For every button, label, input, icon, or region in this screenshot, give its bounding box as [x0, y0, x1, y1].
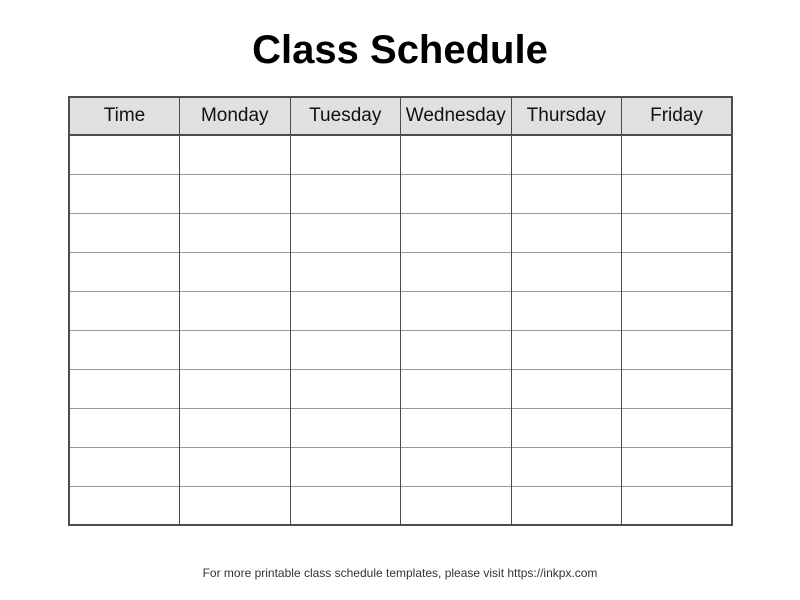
table-row [69, 252, 732, 291]
schedule-cell [401, 330, 512, 369]
schedule-cell [401, 447, 512, 486]
table-row [69, 447, 732, 486]
schedule-cell [290, 174, 401, 213]
schedule-cell [622, 291, 733, 330]
table-row [69, 486, 732, 525]
schedule-cell [511, 447, 622, 486]
footer-note: For more printable class schedule templates, please visit https://inkpx.com [202, 566, 598, 580]
schedule-cell [401, 291, 512, 330]
schedule-cell [511, 369, 622, 408]
schedule-cell [511, 135, 622, 174]
schedule-cell [180, 174, 291, 213]
column-header-monday: Monday [180, 97, 291, 135]
schedule-cell [622, 135, 733, 174]
schedule-cell [290, 486, 401, 525]
table-row [69, 291, 732, 330]
schedule-cell [622, 252, 733, 291]
schedule-cell [511, 486, 622, 525]
schedule-cell [290, 369, 401, 408]
schedule-cell [180, 213, 291, 252]
schedule-cell [290, 330, 401, 369]
schedule-cell [511, 252, 622, 291]
schedule-cell [180, 369, 291, 408]
schedule-cell [622, 330, 733, 369]
schedule-cell [290, 135, 401, 174]
schedule-cell [180, 291, 291, 330]
schedule-cell [290, 291, 401, 330]
schedule-header [69, 97, 732, 135]
table-row [69, 174, 732, 213]
schedule-cell [180, 330, 291, 369]
schedule-cell [511, 213, 622, 252]
schedule-cell [401, 252, 512, 291]
schedule-cell [69, 135, 180, 174]
schedule-table-container [68, 96, 733, 526]
schedule-cell [69, 213, 180, 252]
schedule-cell [401, 213, 512, 252]
schedule-cell [511, 408, 622, 447]
column-header-friday: Friday [622, 97, 733, 135]
schedule-cell [622, 174, 733, 213]
schedule-cell [180, 135, 291, 174]
table-row [69, 135, 732, 174]
page-title: Class Schedule [252, 28, 548, 72]
schedule-cell [69, 252, 180, 291]
table-row [69, 330, 732, 369]
schedule-cell [622, 408, 733, 447]
table-row [69, 369, 732, 408]
schedule-body [69, 135, 732, 525]
column-header-time: Time [69, 97, 180, 135]
schedule-cell [511, 330, 622, 369]
schedule-cell [290, 213, 401, 252]
schedule-cell [69, 408, 180, 447]
schedule-cell [180, 447, 291, 486]
schedule-cell [290, 447, 401, 486]
table-row [69, 213, 732, 252]
schedule-cell [511, 291, 622, 330]
table-row [69, 408, 732, 447]
schedule-cell [622, 369, 733, 408]
schedule-cell [401, 408, 512, 447]
schedule-cell [69, 447, 180, 486]
schedule-cell [401, 135, 512, 174]
schedule-cell [511, 174, 622, 213]
schedule-cell [290, 252, 401, 291]
column-header-thursday: Thursday [511, 97, 622, 135]
header-row [69, 97, 732, 135]
schedule-cell [622, 486, 733, 525]
schedule-cell [401, 486, 512, 525]
column-header-wednesday: Wednesday [401, 97, 512, 135]
schedule-cell [69, 174, 180, 213]
schedule-cell [180, 408, 291, 447]
schedule-cell [180, 486, 291, 525]
schedule-cell [290, 408, 401, 447]
schedule-cell [69, 330, 180, 369]
schedule-cell [622, 213, 733, 252]
schedule-cell [401, 369, 512, 408]
schedule-cell [622, 447, 733, 486]
schedule-cell [69, 486, 180, 525]
schedule-table [68, 96, 733, 526]
column-header-tuesday: Tuesday [290, 97, 401, 135]
schedule-cell [69, 291, 180, 330]
schedule-cell [69, 369, 180, 408]
schedule-cell [180, 252, 291, 291]
schedule-cell [401, 174, 512, 213]
